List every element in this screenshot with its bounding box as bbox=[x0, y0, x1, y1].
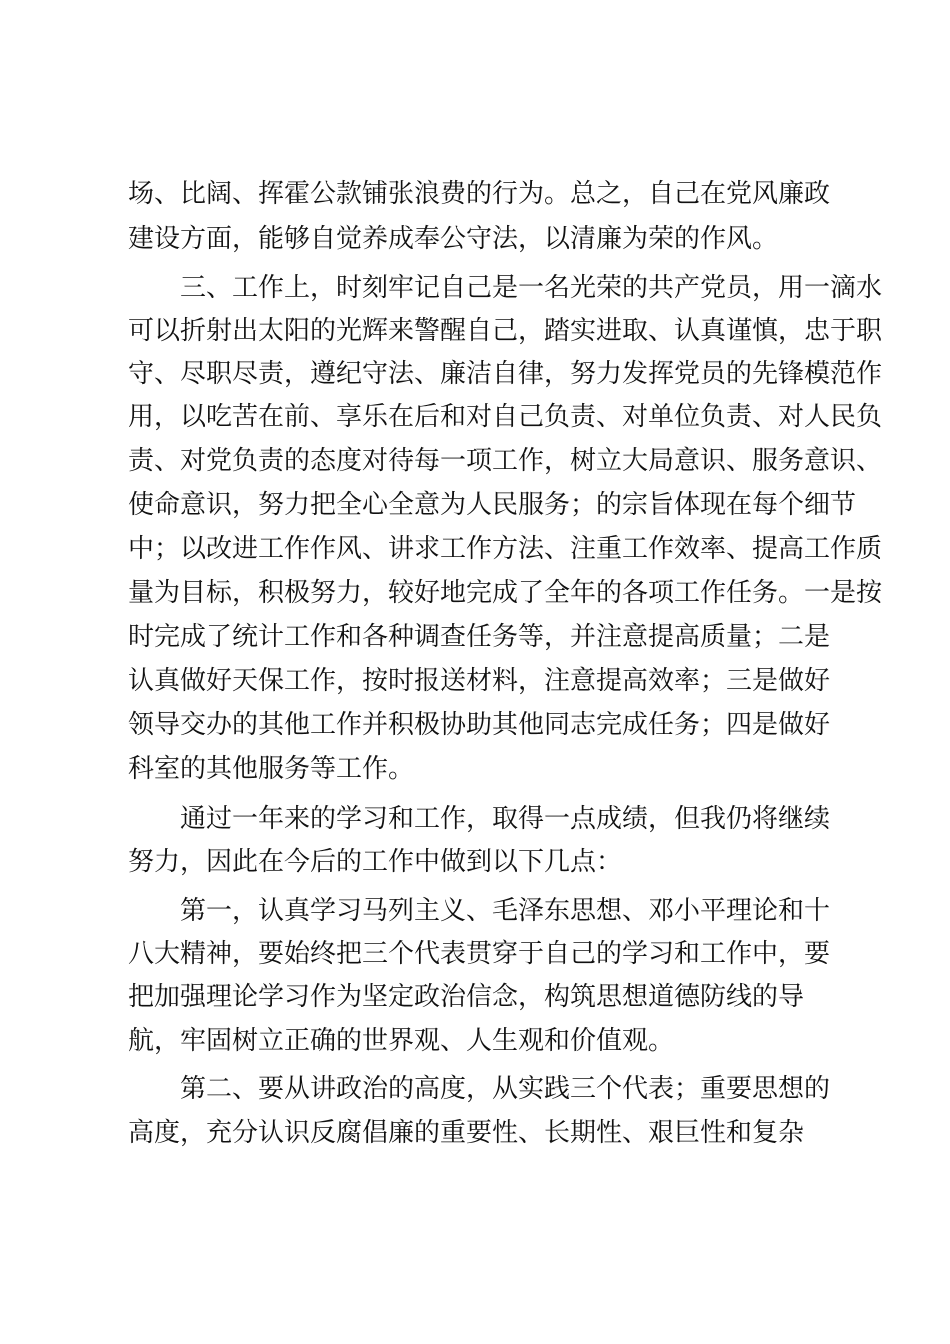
paragraph-start-line: 通过一年来的学习和工作，取得一点成绩，但我仍将继续 bbox=[180, 804, 831, 834]
text-line: 科室的其他服务等工作。 bbox=[128, 754, 415, 784]
text-line: 可以折射出太阳的光辉来警醒自己，踏实进取、认真谨慎，忠于职 bbox=[128, 316, 883, 346]
text-line: 用，以吃苦在前、享乐在后和对自己负责、对单位负责、对人民负 bbox=[128, 402, 883, 432]
text-line: 场、比阔、挥霍公款铺张浪费的行为。总之，自己在党风廉政 bbox=[128, 179, 831, 209]
text-line: 领导交办的其他工作并积极协助其他同志完成任务；四是做好 bbox=[128, 710, 831, 740]
text-line: 量为目标，积极努力，较好地完成了全年的各项工作任务。一是按 bbox=[128, 578, 883, 608]
text-line: 守、尽职尽责，遵纪守法、廉洁自律，努力发挥党员的先锋模范作 bbox=[128, 359, 883, 389]
text-line: 建设方面，能够自觉养成奉公守法，以清廉为荣的作风。 bbox=[128, 224, 779, 254]
paragraph-start-line: 三、工作上，时刻牢记自己是一名光荣的共产党员，用一滴水 bbox=[180, 273, 883, 303]
text-line: 把加强理论学习作为坚定政治信念，构筑思想道德防线的导 bbox=[128, 982, 805, 1012]
paragraph-start-line: 第二、要从讲政治的高度，从实践三个代表；重要思想的 bbox=[180, 1074, 831, 1104]
text-line: 努力，因此在今后的工作中做到以下几点： bbox=[128, 847, 623, 877]
text-line: 八大精神，要始终把三个代表贯穿于自己的学习和工作中，要 bbox=[128, 939, 831, 969]
text-line: 航，牢固树立正确的世界观、人生观和价值观。 bbox=[128, 1026, 675, 1056]
text-line: 责、对党负责的态度对待每一项工作，树立大局意识、服务意识、 bbox=[128, 446, 883, 476]
text-line: 时完成了统计工作和各种调查任务等，并注意提高质量；二是 bbox=[128, 622, 831, 652]
text-line: 认真做好天保工作，按时报送材料，注意提高效率；三是做好 bbox=[128, 666, 831, 696]
text-line: 中；以改进工作作风、讲求工作方法、注重工作效率、提高工作质 bbox=[128, 534, 883, 564]
text-line: 使命意识，努力把全心全意为人民服务；的宗旨体现在每个细节 bbox=[128, 490, 857, 520]
text-line: 高度，充分认识反腐倡廉的重要性、长期性、艰巨性和复杂 bbox=[128, 1118, 805, 1148]
paragraph-start-line: 第一，认真学习马列主义、毛泽东思想、邓小平理论和十 bbox=[180, 896, 831, 926]
